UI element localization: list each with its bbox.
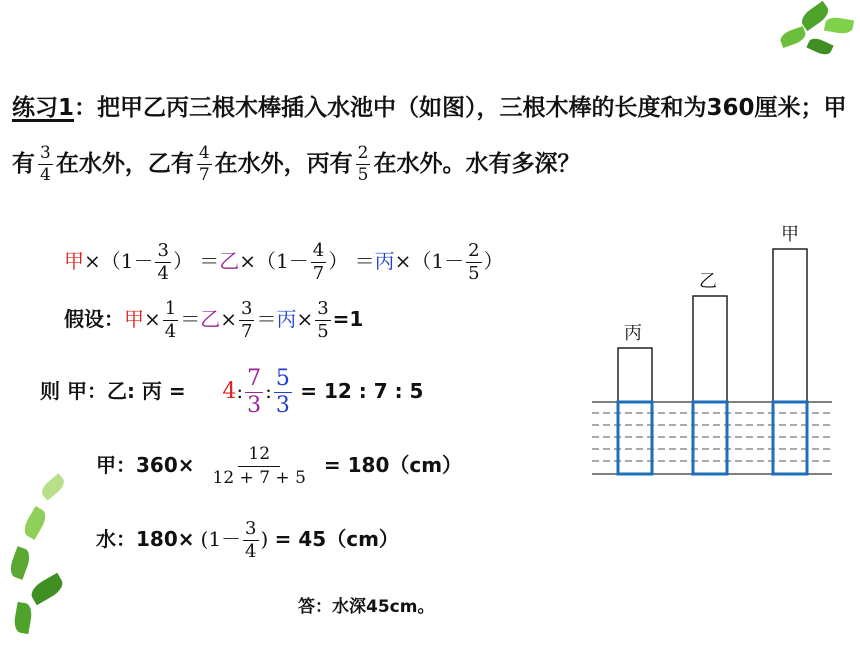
exercise-label: 练习1 [12, 95, 75, 121]
stick-bing [618, 348, 652, 402]
equation-jia-length: 甲：360× $\frac{12}{12 + 7 + 5}$ = 180（cm） [96, 444, 463, 488]
equation-remaining-parts: 甲×（1－ $\frac{3}{4}$ ） ＝乙×（1－ $\frac{4}{7}$ ） ＝丙×（1－ $\frac{2}{5}$ ） [64, 240, 504, 284]
leaf-decoration-top [770, 0, 860, 70]
sticks-in-pool-diagram [580, 215, 850, 485]
answer-text: 答：水深45cm。 [298, 597, 435, 617]
label-bing: 丙 [624, 323, 642, 344]
stick-jia [773, 249, 807, 402]
equation-assumption: 假设：甲× $\frac{1}{4}$ ＝乙× $\frac{3}{7}$ ＝丙× $\frac{3}{5}$ =1 [64, 298, 364, 342]
fraction-four-sevenths: $\frac{4}{7}$ [198, 143, 210, 185]
problem-text-3: 在水外，丙有 [214, 151, 353, 177]
stick-yi [693, 296, 727, 402]
label-jia: 甲 [781, 224, 799, 245]
problem-statement [12, 80, 848, 192]
problem-text-2: 在水外，乙有 [55, 151, 194, 177]
fraction-two-fifths: $\frac{2}{5}$ [357, 143, 369, 185]
equation-ratio: 则 甲：乙: 丙 = 4: $\frac{7}{3}$ : $\frac{5}{3}$ = 12 : 7 : 5 [40, 366, 424, 418]
equation-water-depth: 水：180× (1－ $\frac{3}{4}$ ) = 45（cm） [96, 518, 399, 562]
problem-text-1: ：把甲乙丙三根木棒插入水池中（如图），三根木棒的长度和为360厘米；甲有 [12, 95, 847, 177]
leaf-decoration-bottom [0, 470, 90, 645]
stick-bing-underwater [618, 402, 652, 474]
label-yi: 乙 [699, 271, 717, 292]
problem-text-4: 在水外。水有多深？ [373, 151, 581, 177]
fraction-three-quarters: $\frac{3}{4}$ [40, 143, 51, 185]
stick-yi-underwater [693, 402, 727, 474]
